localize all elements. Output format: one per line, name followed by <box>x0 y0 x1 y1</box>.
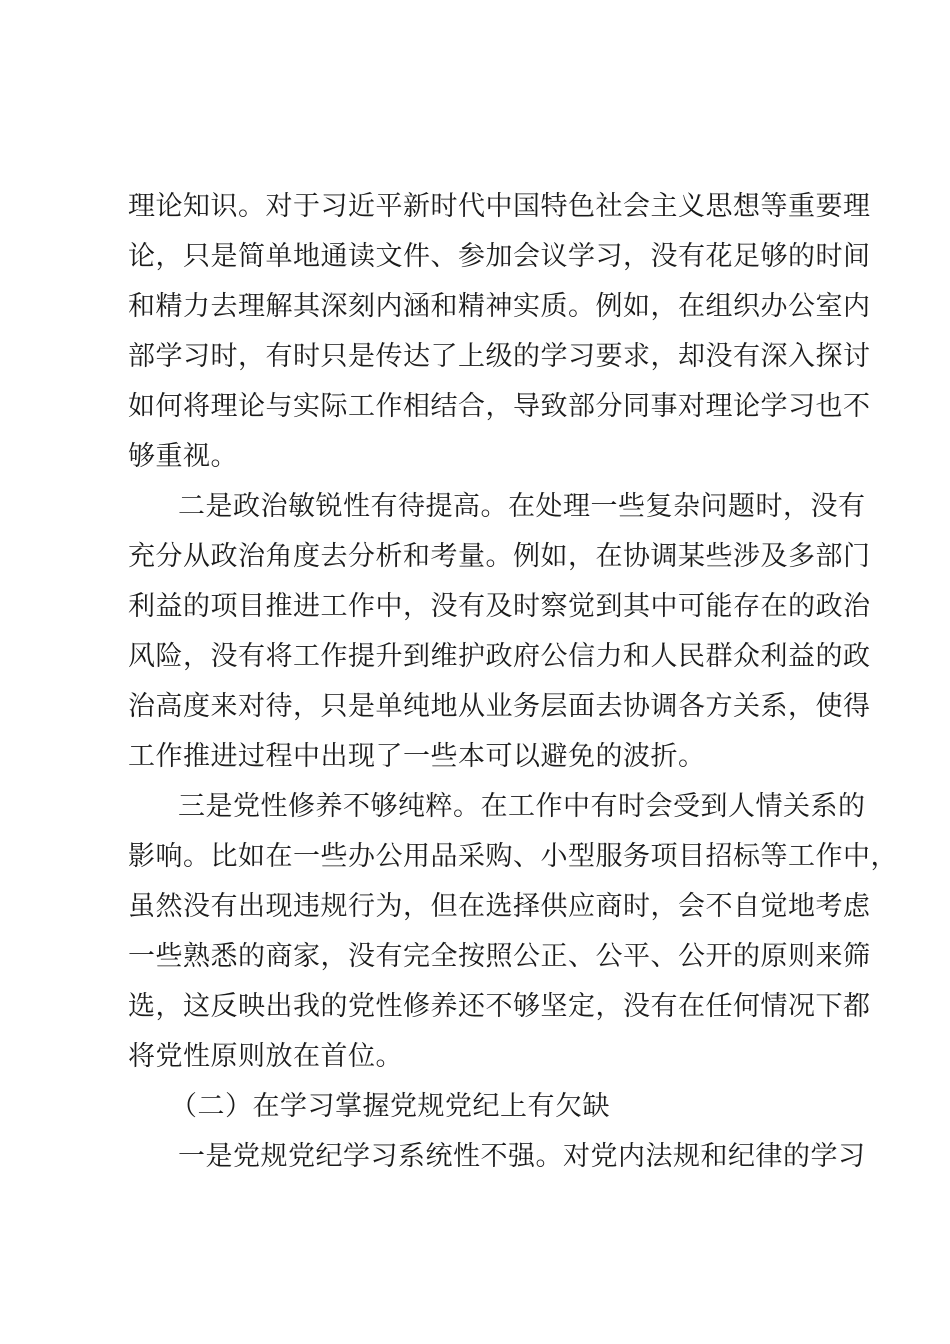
text-line: 将党性原则放在首位。 <box>128 1041 403 1072</box>
paragraph-first-line: 一是党规党纪学习系统性不强。对党内法规和纪律的学习 <box>178 1141 866 1172</box>
text-line: 一些熟悉的商家，没有完全按照公正、公平、公开的原则来筛 <box>128 941 871 972</box>
paragraph-first-line: 二是政治敏锐性有待提高。在处理一些复杂问题时，没有 <box>178 491 866 522</box>
section-heading: （二）在学习掌握党规党纪上有欠缺 <box>170 1091 610 1122</box>
text-line: 影响。比如在一些办公用品采购、小型服务项目招标等工作中， <box>128 841 898 872</box>
text-line: 充分从政治角度去分析和考量。例如，在协调某些涉及多部门 <box>128 541 871 572</box>
text-line: 工作推进过程中出现了一些本可以避免的波折。 <box>128 741 706 772</box>
text-line: 如何将理论与实际工作相结合，导致部分同事对理论学习也不 <box>128 391 871 422</box>
paragraph-first-line: 三是党性修养不够纯粹。在工作中有时会受到人情关系的 <box>178 791 866 822</box>
text-line: 风险，没有将工作提升到维护政府公信力和人民群众利益的政 <box>128 641 871 672</box>
text-line: 和精力去理解其深刻内涵和精神实质。例如，在组织办公室内 <box>128 291 871 322</box>
text-line: 部学习时，有时只是传达了上级的学习要求，却没有深入探讨 <box>128 341 871 372</box>
text-line: 利益的项目推进工作中，没有及时察觉到其中可能存在的政治 <box>128 591 871 622</box>
text-line: 治高度来对待，只是单纯地从业务层面去协调各方关系，使得 <box>128 691 871 722</box>
text-line: 论，只是简单地通读文件、参加会议学习，没有花足够的时间 <box>128 241 871 272</box>
text-line: 理论知识。对于习近平新时代中国特色社会主义思想等重要理 <box>128 191 871 222</box>
text-line: 够重视。 <box>128 441 238 472</box>
text-line: 选，这反映出我的党性修养还不够坚定，没有在任何情况下都 <box>128 991 871 1022</box>
text-line: 虽然没有出现违规行为，但在选择供应商时，会不自觉地考虑 <box>128 891 871 922</box>
